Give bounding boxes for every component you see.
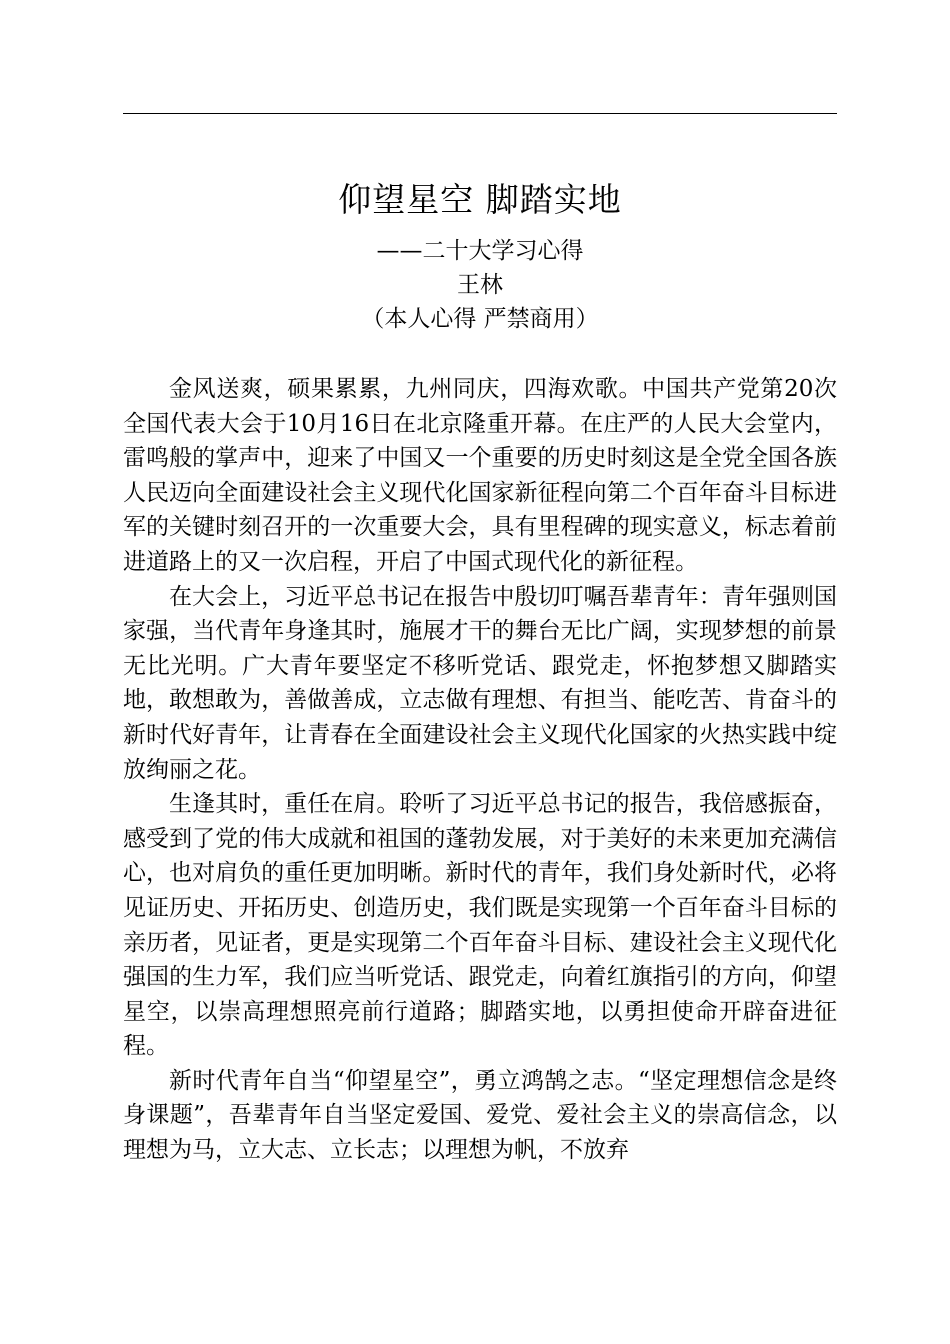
paragraph: 金风送爽，硕果累累，九州同庆，四海欢歌。中国共产党第20次全国代表大会于10月16日在北京隆重开幕。在庄严的人民大会堂内，雷鸣般的掌声中，迎来了中国又一个重要的历史时刻这是全党全国各族人民迈向全面建设社会主义现代化国家新征程向第二个百年奋斗目标进军的关键时刻召开的一次重要大会，具有里程碑的现实意义，标志着前进道路上的又一次启程，开启了中国式现代化的新征程。 [123, 376, 837, 575]
document-title: 仰望星空 脚踏实地 [338, 180, 622, 219]
paragraph: 在大会上，习近平总书记在报告中殷切叮嘱吾辈青年：青年强则国家强，当代青年身逢其时，施展才干的舞台无比广阔，实现梦想的前景无比光明。广大青年要坚定不移听党话、跟党走，怀抱梦想又脚踏实地，敢想敢为，善做善成，立志做有理想、有担当、能吃苦、肯奋斗的新时代好青年，让青春在全面建设社会主义现代化国家的火热实践中绽放绚丽之花。 [123, 583, 837, 783]
document-subtitle: ——二十大学习心得 [376, 238, 584, 264]
header-rule [123, 113, 837, 114]
document-note: （本人心得 严禁商用） [361, 306, 599, 332]
title-block [123, 176, 837, 336]
paragraph: 新时代青年自当“仰望星空”，勇立鸿鹄之志。“坚定理想信念是终身课题”，吾辈青年自当坚定爱国、爱党、爱社会主义的崇高信念，以理想为马，立大志、立长志；以理想为帆，不放弃 [123, 1067, 837, 1164]
paragraph: 生逢其时，重任在肩。聆听了习近平总书记的报告，我倍感振奋，感受到了党的伟大成就和祖国的蓬勃发展，对于美好的未来更加充满信心，也对肩负的重任更加明晰。新时代的青年，我们身处新时代，必将见证历史、开拓历史、创造历史，我们既是实现第一个百年奋斗目标的亲历者，见证者，更是实现第二个百年奋斗目标、建设社会主义现代化强国的生力军，我们应当听党话、跟党走，向着红旗指引的方向，仰望星空，以崇高理想照亮前行道路；脚踏实地，以勇担使命开辟奋进征程。 [123, 791, 837, 1060]
document-body [123, 372, 837, 1168]
document-author: 王林 [457, 272, 503, 298]
